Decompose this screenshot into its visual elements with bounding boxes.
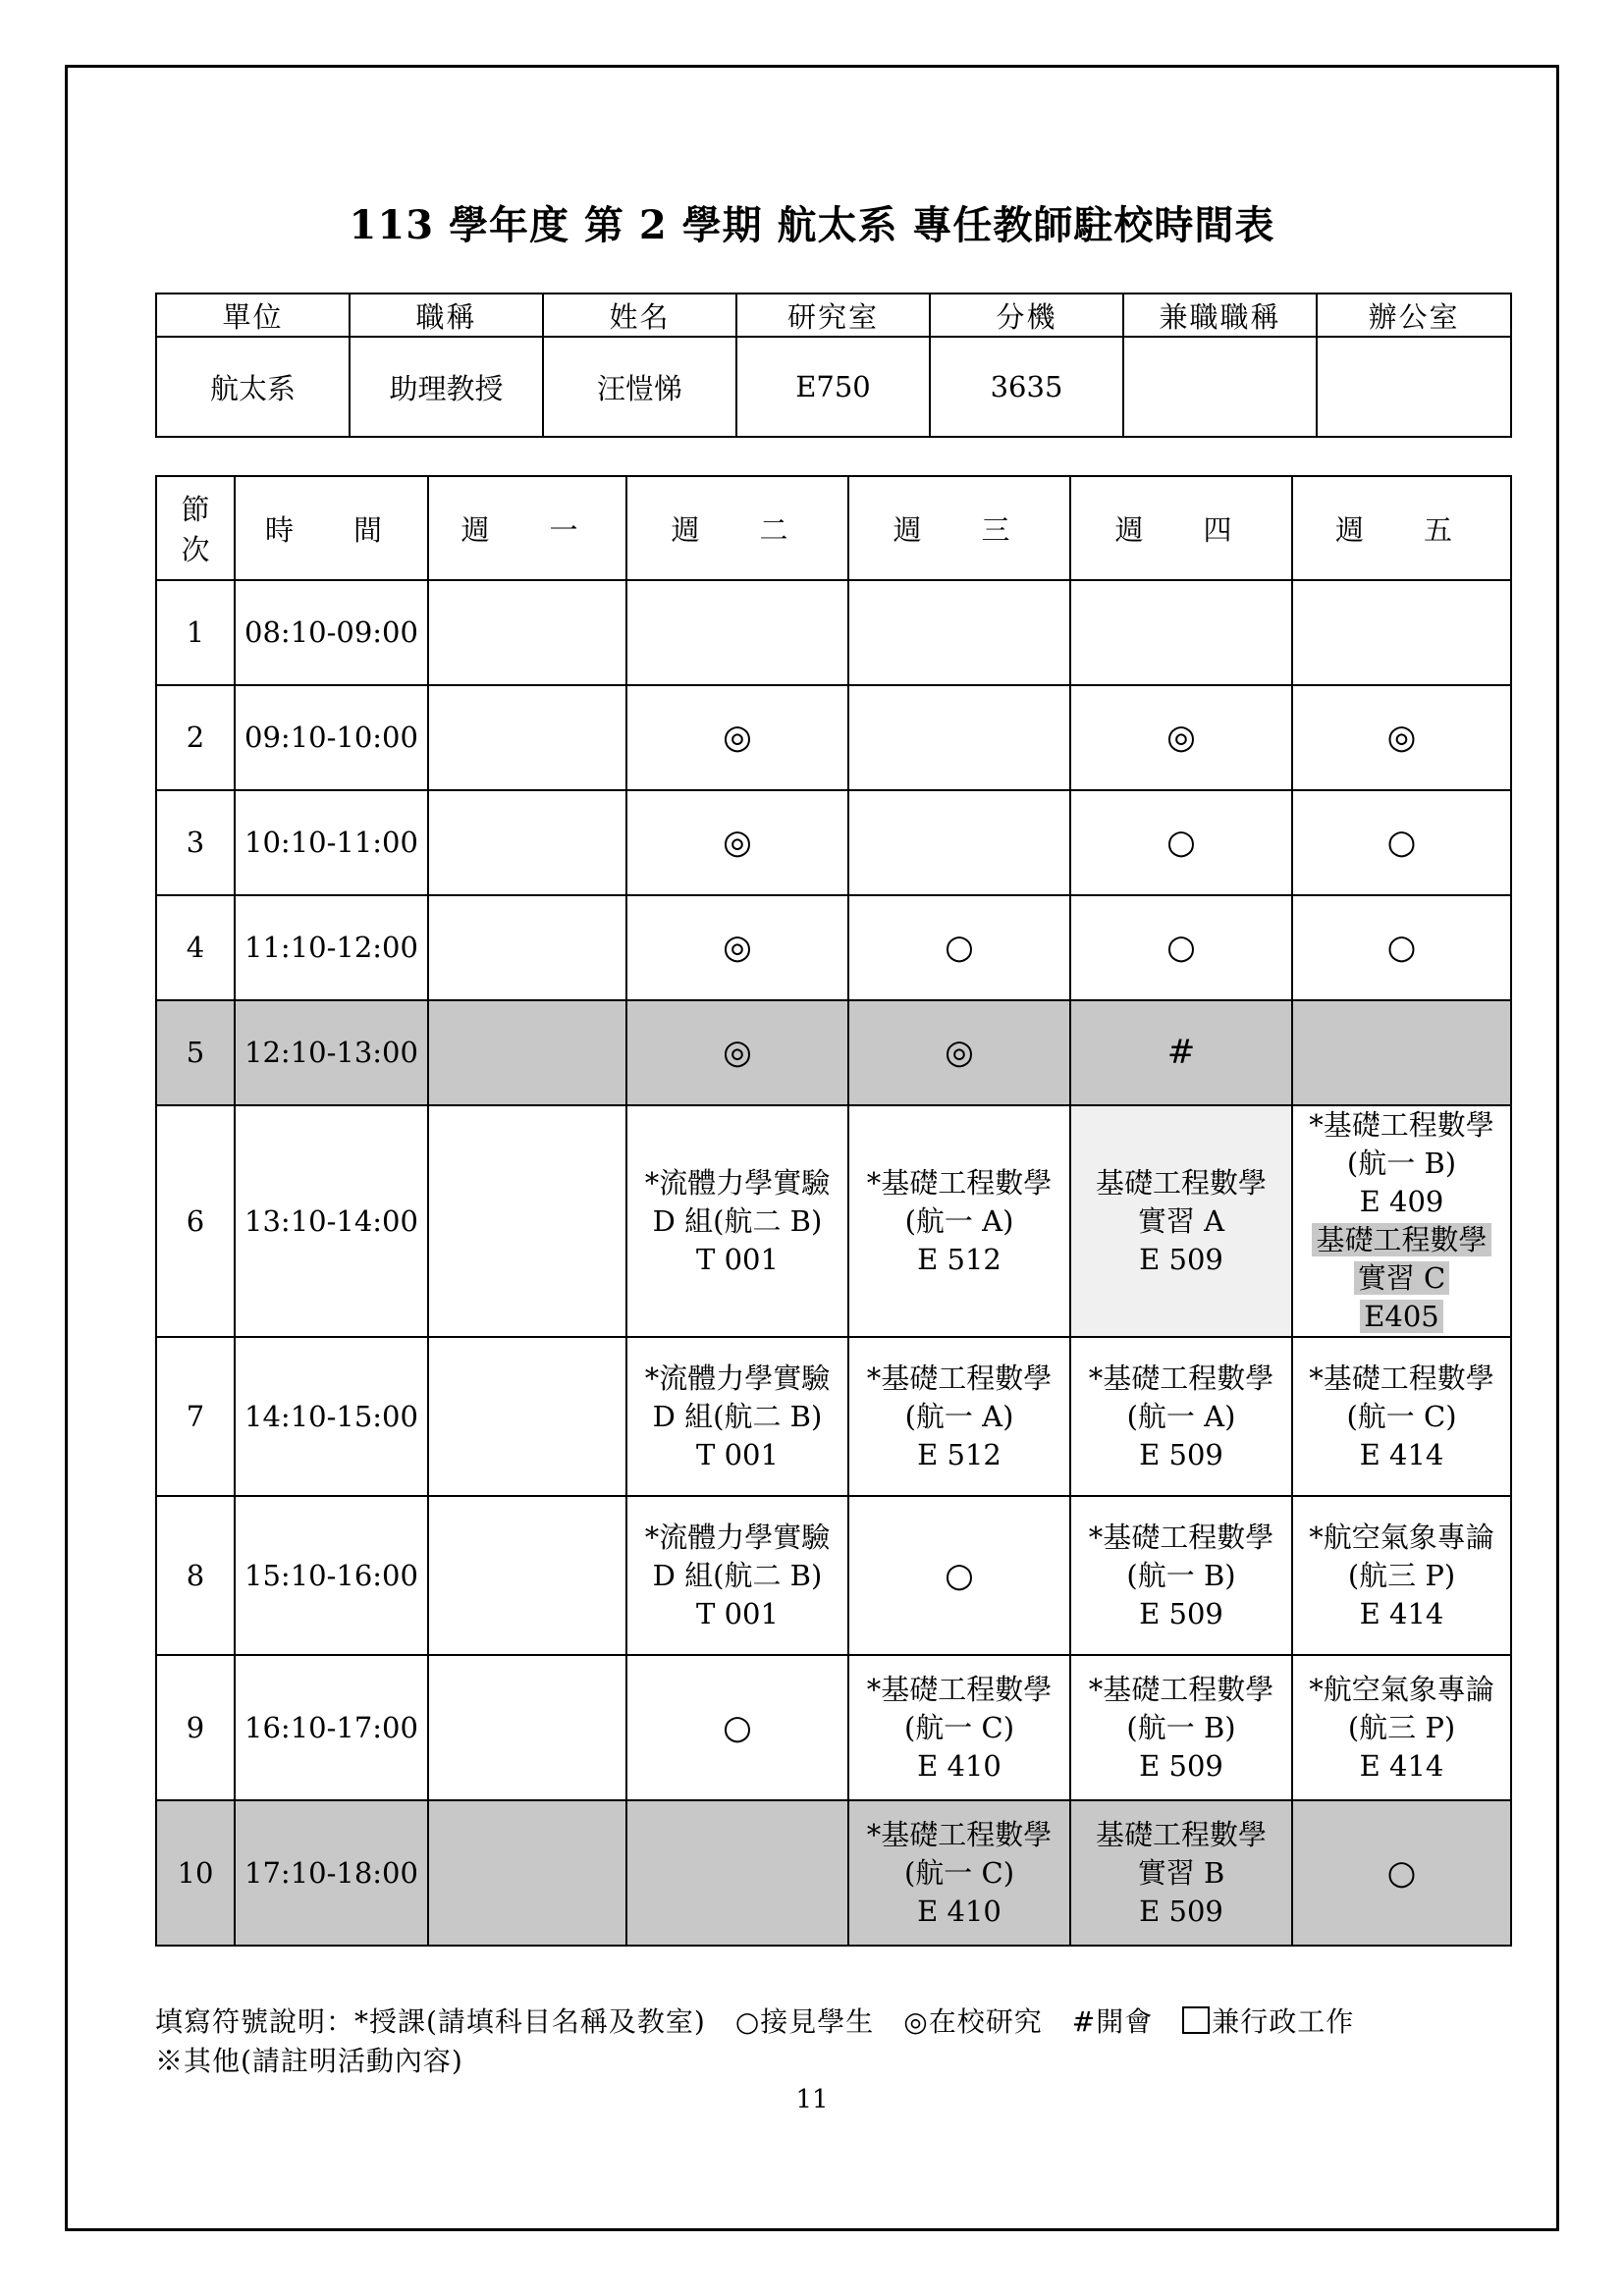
slot-symbol: ◎ (1166, 718, 1196, 757)
slot-wed (848, 1496, 1070, 1655)
slot-tue (626, 1655, 848, 1800)
slot-symbol: ○ (945, 1555, 974, 1595)
header-tuesday: 週 二 (626, 476, 848, 580)
slot-tue (626, 580, 848, 685)
schedule-row (156, 580, 1511, 685)
slot-highlight-text: 基礎工程數學 (1312, 1223, 1490, 1256)
slot-text: (航一 A) (1126, 1399, 1236, 1433)
slot-text: E 410 (917, 1748, 1001, 1783)
info-value-row (156, 337, 1511, 437)
slot-tue (626, 1105, 848, 1337)
slot-thu (1070, 895, 1292, 1000)
page-title: 113 學年度 第 2 學期 航太系 專任教師駐校時間表 (349, 202, 1275, 248)
slot-tue (626, 1800, 848, 1946)
slot-text: 基礎工程數學 (1095, 1817, 1267, 1851)
slot-text: (航一 C) (1346, 1399, 1457, 1433)
time-cell: 16:10-17:00 (235, 1655, 428, 1800)
period-cell: 5 (156, 1000, 235, 1105)
slot-text: E 509 (1139, 1894, 1223, 1928)
info-header-concurrent-title: 兼職職稱 (1123, 294, 1317, 337)
slot-text: (航三 P) (1347, 1710, 1456, 1744)
slot-text: E 410 (917, 1894, 1001, 1928)
legend (155, 2002, 1354, 2081)
schedule-row (156, 1000, 1511, 1105)
slot-wed (848, 895, 1070, 1000)
period-cell: 7 (156, 1337, 235, 1496)
slot-symbol: # (1166, 1033, 1196, 1072)
slot-fri (1292, 790, 1511, 895)
slot-mon (428, 895, 626, 1000)
slot-mon (428, 1800, 626, 1946)
slot-text: (航一 A) (904, 1399, 1014, 1433)
slot-symbol: ◎ (1386, 718, 1417, 757)
schedule-row (156, 790, 1511, 895)
period-cell: 6 (156, 1105, 235, 1337)
slot-thu (1070, 1105, 1292, 1337)
slot-text: E 512 (917, 1437, 1001, 1471)
header-time: 時 間 (235, 476, 428, 580)
info-concurrent-title (1123, 337, 1317, 437)
slot-text: T 001 (696, 1242, 779, 1276)
slot-text: (航一 B) (1346, 1147, 1457, 1180)
schedule-row (156, 685, 1511, 790)
time-cell: 08:10-09:00 (235, 580, 428, 685)
slot-fri (1292, 1337, 1511, 1496)
schedule-header-row (156, 476, 1511, 580)
slot-wed (848, 1105, 1070, 1337)
page-number: 11 (795, 2085, 829, 2114)
slot-text: *流體力學實驗 (644, 1361, 831, 1395)
slot-symbol: ○ (1386, 928, 1417, 967)
schedule-table (155, 475, 1512, 1947)
slot-text (1293, 1259, 1510, 1298)
slot-text: *基礎工程數學 (866, 1361, 1053, 1395)
legend-admin (1182, 2005, 1354, 2038)
legend-line-1 (155, 2002, 1354, 2042)
slot-fri (1292, 1800, 1511, 1946)
header-friday: 週 五 (1292, 476, 1511, 580)
slot-text: *基礎工程數學 (866, 1672, 1053, 1706)
slot-text: *基礎工程數學 (1088, 1520, 1274, 1554)
header-wednesday: 週 三 (848, 476, 1070, 580)
schedule-row (156, 895, 1511, 1000)
info-name: 汪愷悌 (543, 337, 736, 437)
slot-mon (428, 1105, 626, 1337)
teacher-info-table (155, 293, 1512, 438)
time-cell: 14:10-15:00 (235, 1337, 428, 1496)
slot-text: (航一 B) (1126, 1710, 1236, 1744)
slot-fri (1292, 580, 1511, 685)
slot-text: *基礎工程數學 (1088, 1361, 1274, 1395)
slot-text: *流體力學實驗 (644, 1165, 831, 1200)
schedule-row (156, 1800, 1511, 1946)
slot-mon (428, 790, 626, 895)
slot-text: E 414 (1359, 1437, 1444, 1471)
slot-text: (航一 C) (903, 1710, 1015, 1744)
legend-research: ◎在校研究 (903, 2005, 1043, 2038)
slot-symbol: ○ (1386, 1852, 1417, 1893)
slot-text: (航一 B) (1126, 1558, 1236, 1592)
legend-prefix: 填寫符號說明：*授課(請填科目名稱及教室) (155, 2005, 706, 2038)
slot-mon (428, 1655, 626, 1800)
info-header-name: 姓名 (543, 294, 736, 337)
slot-wed (848, 1337, 1070, 1496)
slot-text: *基礎工程數學 (1309, 1361, 1494, 1395)
slot-thu (1070, 1337, 1292, 1496)
slot-tue (626, 1000, 848, 1105)
period-cell: 1 (156, 580, 235, 685)
slot-thu (1070, 1800, 1292, 1946)
schedule-row (156, 1655, 1511, 1800)
period-cell: 8 (156, 1496, 235, 1655)
time-cell: 13:10-14:00 (235, 1105, 428, 1337)
slot-text: E 509 (1139, 1437, 1223, 1471)
schedule-row (156, 1496, 1511, 1655)
header-period-line2: 次 (181, 533, 210, 566)
slot-wed (848, 1000, 1070, 1105)
slot-text: D 組(航二 B) (652, 1558, 823, 1592)
header-period (156, 476, 235, 580)
slot-text: E 509 (1139, 1748, 1223, 1783)
time-cell: 17:10-18:00 (235, 1800, 428, 1946)
slot-text: (航一 C) (903, 1855, 1015, 1890)
legend-meeting: #開會 (1071, 2005, 1154, 2038)
time-cell: 10:10-11:00 (235, 790, 428, 895)
slot-text: *基礎工程數學 (1309, 1108, 1494, 1142)
slot-wed (848, 685, 1070, 790)
slot-text: *航空氣象專論 (1309, 1672, 1494, 1706)
slot-mon (428, 1496, 626, 1655)
header-thursday: 週 四 (1070, 476, 1292, 580)
slot-symbol: ○ (1166, 928, 1196, 967)
schedule-row (156, 1337, 1511, 1496)
slot-wed (848, 1800, 1070, 1946)
checkbox-square-icon (1182, 2006, 1210, 2034)
slot-fri (1292, 895, 1511, 1000)
slot-symbol: ○ (1386, 823, 1417, 862)
slot-thu (1070, 1496, 1292, 1655)
slot-thu (1070, 1000, 1292, 1105)
info-header-title: 職稱 (350, 294, 543, 337)
info-extension: 3635 (930, 337, 1123, 437)
legend-meet-students: ○接見學生 (734, 2005, 875, 2038)
slot-fri (1292, 1105, 1511, 1337)
info-unit: 航太系 (156, 337, 350, 437)
time-cell: 09:10-10:00 (235, 685, 428, 790)
legend-line-2: ※其他(請註明活動內容) (155, 2045, 463, 2077)
slot-text (1293, 1221, 1510, 1259)
info-header-row (156, 294, 1511, 337)
period-cell: 3 (156, 790, 235, 895)
period-cell: 2 (156, 685, 235, 790)
slot-tue (626, 790, 848, 895)
period-cell: 4 (156, 895, 235, 1000)
slot-text (1293, 1298, 1510, 1336)
slot-text: D 組(航二 B) (652, 1203, 823, 1238)
slot-symbol: ◎ (723, 1033, 752, 1072)
slot-mon (428, 1000, 626, 1105)
slot-thu (1070, 790, 1292, 895)
slot-text: (航三 P) (1347, 1558, 1456, 1592)
slot-tue (626, 1337, 848, 1496)
slot-symbol: ○ (723, 1707, 752, 1747)
slot-wed (848, 1655, 1070, 1800)
slot-thu (1070, 580, 1292, 685)
slot-mon (428, 580, 626, 685)
time-cell: 15:10-16:00 (235, 1496, 428, 1655)
slot-text: T 001 (696, 1596, 779, 1630)
info-office (1317, 337, 1511, 437)
slot-text: *航空氣象專論 (1309, 1520, 1494, 1554)
slot-text: E 509 (1139, 1596, 1223, 1630)
info-header-lab: 研究室 (736, 294, 930, 337)
slot-text: *基礎工程數學 (1088, 1672, 1274, 1706)
slot-text: 實習 A (1137, 1203, 1225, 1238)
slot-symbol: ◎ (723, 928, 752, 967)
info-header-unit: 單位 (156, 294, 350, 337)
period-cell: 10 (156, 1800, 235, 1946)
slot-fri (1292, 1000, 1511, 1105)
slot-symbol: ◎ (945, 1033, 974, 1072)
time-cell: 12:10-13:00 (235, 1000, 428, 1105)
slot-thu (1070, 685, 1292, 790)
slot-thu (1070, 1655, 1292, 1800)
slot-text: 實習 B (1137, 1855, 1225, 1890)
info-title: 助理教授 (350, 337, 543, 437)
time-cell: 11:10-12:00 (235, 895, 428, 1000)
legend-admin-label: 兼行政工作 (1212, 2005, 1355, 2038)
slot-text: D 組(航二 B) (652, 1399, 823, 1433)
info-header-extension: 分機 (930, 294, 1123, 337)
slot-text: E 414 (1359, 1748, 1444, 1783)
slot-fri (1292, 1655, 1511, 1800)
slot-text: (航一 A) (904, 1203, 1014, 1238)
slot-highlight-text: 實習 C (1354, 1261, 1449, 1295)
slot-mon (428, 1337, 626, 1496)
slot-text: 基礎工程數學 (1095, 1165, 1267, 1200)
slot-symbol: ○ (945, 928, 974, 967)
slot-tue (626, 685, 848, 790)
slot-text: *基礎工程數學 (866, 1165, 1053, 1200)
slot-mon (428, 685, 626, 790)
slot-symbol: ◎ (723, 718, 752, 757)
slot-text: E 414 (1359, 1596, 1444, 1630)
slot-text: E 512 (917, 1242, 1001, 1276)
slot-wed (848, 790, 1070, 895)
header-period-line1: 節 (181, 493, 210, 526)
slot-symbol: ○ (1166, 823, 1196, 862)
slot-wed (848, 580, 1070, 685)
slot-text: E 509 (1139, 1242, 1223, 1276)
slot-fri (1292, 1496, 1511, 1655)
slot-tue (626, 895, 848, 1000)
slot-text: *流體力學實驗 (644, 1520, 831, 1554)
info-lab: E750 (736, 337, 930, 437)
schedule-row (156, 1105, 1511, 1337)
slot-text: E 409 (1359, 1185, 1444, 1218)
info-header-office: 辦公室 (1317, 294, 1511, 337)
slot-fri (1292, 685, 1511, 790)
header-monday: 週 一 (428, 476, 626, 580)
slot-symbol: ◎ (723, 823, 752, 862)
slot-tue (626, 1496, 848, 1655)
slot-text: T 001 (696, 1437, 779, 1471)
slot-text: *基礎工程數學 (866, 1817, 1053, 1851)
period-cell: 9 (156, 1655, 235, 1800)
slot-highlight-text: E405 (1360, 1300, 1443, 1333)
